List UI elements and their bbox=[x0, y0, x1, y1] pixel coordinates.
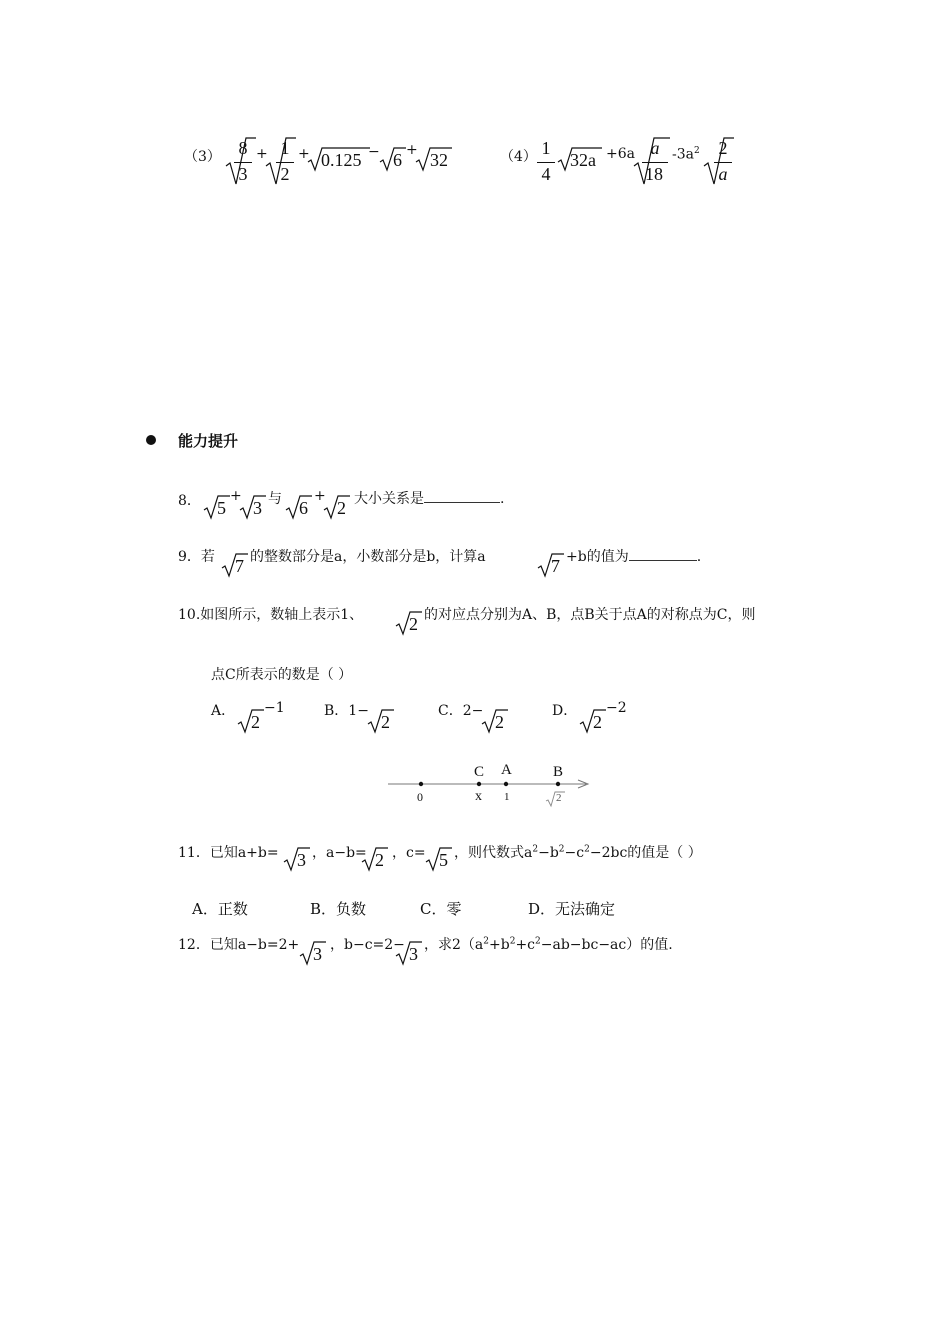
fraction-numerator: a bbox=[650, 138, 660, 158]
question-text: 大小关系是 . bbox=[354, 491, 505, 507]
fraction-bar bbox=[642, 162, 668, 163]
option-text: −1 bbox=[264, 700, 285, 716]
fraction-denominator: 2 bbox=[280, 164, 290, 184]
option-label: D． bbox=[552, 703, 578, 719]
option-label: C．2− bbox=[438, 703, 484, 719]
fraction-bar bbox=[537, 162, 555, 163]
radicand: 0.125 bbox=[321, 150, 362, 170]
option-text: −2 bbox=[606, 700, 627, 716]
point-origin bbox=[419, 782, 423, 786]
section-title: 能力提升 bbox=[178, 432, 239, 450]
question-text: ，求$2(a^2+b^2+c^2-ab-bc-ac)$的值. bbox=[424, 936, 673, 953]
radicand: 2 bbox=[495, 712, 504, 732]
radicand: 3 bbox=[313, 944, 322, 964]
fraction-bar bbox=[234, 162, 252, 163]
connector-text: 与 bbox=[268, 491, 282, 507]
point-b-label: B bbox=[553, 764, 564, 780]
fraction-denominator: 4 bbox=[541, 164, 551, 184]
option-label: B．1− bbox=[324, 703, 369, 719]
radicand: 2 bbox=[251, 712, 260, 732]
point-b bbox=[556, 782, 560, 786]
point-a bbox=[504, 782, 508, 786]
radicand: 2 bbox=[375, 850, 384, 870]
operator: + bbox=[314, 488, 326, 504]
fraction-numerator: 2 bbox=[718, 138, 728, 158]
radicand: 2 bbox=[593, 712, 602, 732]
radicand: 5 bbox=[217, 498, 226, 518]
question-number: 12．已知a−b=2+ bbox=[178, 937, 300, 953]
question-text: 的对应点分别为A、B，点B关于点A的对称点为C，则 bbox=[424, 607, 756, 623]
operator: − bbox=[368, 144, 380, 160]
fraction-bar bbox=[276, 162, 294, 163]
radicand: 2 bbox=[409, 614, 418, 634]
fraction-denominator: 18 bbox=[645, 164, 663, 184]
fraction-numerator: 1 bbox=[280, 138, 290, 158]
fraction-numerator: 1 bbox=[541, 138, 551, 158]
radicand: 3 bbox=[409, 944, 418, 964]
answer-blank[interactable] bbox=[424, 490, 500, 503]
tick-label-sqrt2: 2 bbox=[556, 792, 562, 804]
tick-label-x: x bbox=[475, 789, 482, 804]
fraction-numerator: 8 bbox=[238, 138, 248, 158]
point-a-label: A bbox=[501, 762, 512, 778]
radicand: 5 bbox=[439, 850, 448, 870]
option-label: A． bbox=[211, 703, 236, 719]
problem-4-label: （4） bbox=[500, 149, 537, 165]
fraction-bar bbox=[714, 162, 732, 163]
point-c-label: C bbox=[474, 764, 485, 780]
question-text: 的整数部分是a，小数部分是b，计算a bbox=[250, 549, 486, 565]
question-text: ，b−c=2− bbox=[330, 937, 405, 953]
radicand: 32 bbox=[430, 150, 448, 170]
question-text: ，a−b= bbox=[312, 845, 367, 861]
operator: +6a bbox=[606, 146, 635, 162]
question-text: ，c= bbox=[392, 845, 426, 861]
problem-3-label: （3） bbox=[184, 149, 221, 165]
question-number: 11．已知a+b= bbox=[178, 845, 279, 861]
radicand: 3 bbox=[297, 850, 306, 870]
operator: + bbox=[298, 146, 310, 162]
option-d[interactable]: D．无法确定 bbox=[528, 900, 616, 918]
radicand: 3 bbox=[253, 498, 262, 518]
question-number: 8． bbox=[178, 493, 201, 509]
operator: $-3a^2$ bbox=[672, 146, 700, 163]
option-c[interactable]: C．零 bbox=[420, 900, 462, 918]
option-a[interactable]: A．正数 bbox=[192, 900, 248, 918]
radicand: 2 bbox=[337, 498, 346, 518]
radicand: 7 bbox=[235, 556, 244, 576]
operator: + bbox=[230, 488, 242, 504]
answer-blank[interactable] bbox=[629, 548, 697, 561]
option-b[interactable]: B．负数 bbox=[310, 900, 367, 918]
question-number: 9．若 bbox=[178, 549, 215, 565]
operator: + bbox=[256, 146, 268, 162]
radicand: 6 bbox=[299, 498, 308, 518]
operator: + bbox=[406, 142, 418, 158]
fraction-denominator: a bbox=[718, 164, 728, 184]
section-bullet bbox=[146, 435, 156, 445]
fraction-denominator: 3 bbox=[238, 164, 248, 184]
radicand: 2 bbox=[381, 712, 390, 732]
point-c bbox=[477, 782, 481, 786]
radicand: 6 bbox=[393, 150, 402, 170]
question-text: ，则代数式$a^2-b^2-c^2-2bc$的值是（ ） bbox=[454, 844, 702, 861]
tick-label-0: 0 bbox=[417, 790, 423, 804]
question-number: 10.如图所示，数轴上表示1、 bbox=[178, 607, 364, 623]
radicand: 32a bbox=[570, 150, 596, 170]
question-text: +b的值为 . bbox=[566, 549, 702, 565]
radicand: 7 bbox=[551, 556, 560, 576]
question-text-line2: 点C所表示的数是（ ） bbox=[211, 667, 353, 683]
tick-label-1: 1 bbox=[504, 791, 510, 803]
